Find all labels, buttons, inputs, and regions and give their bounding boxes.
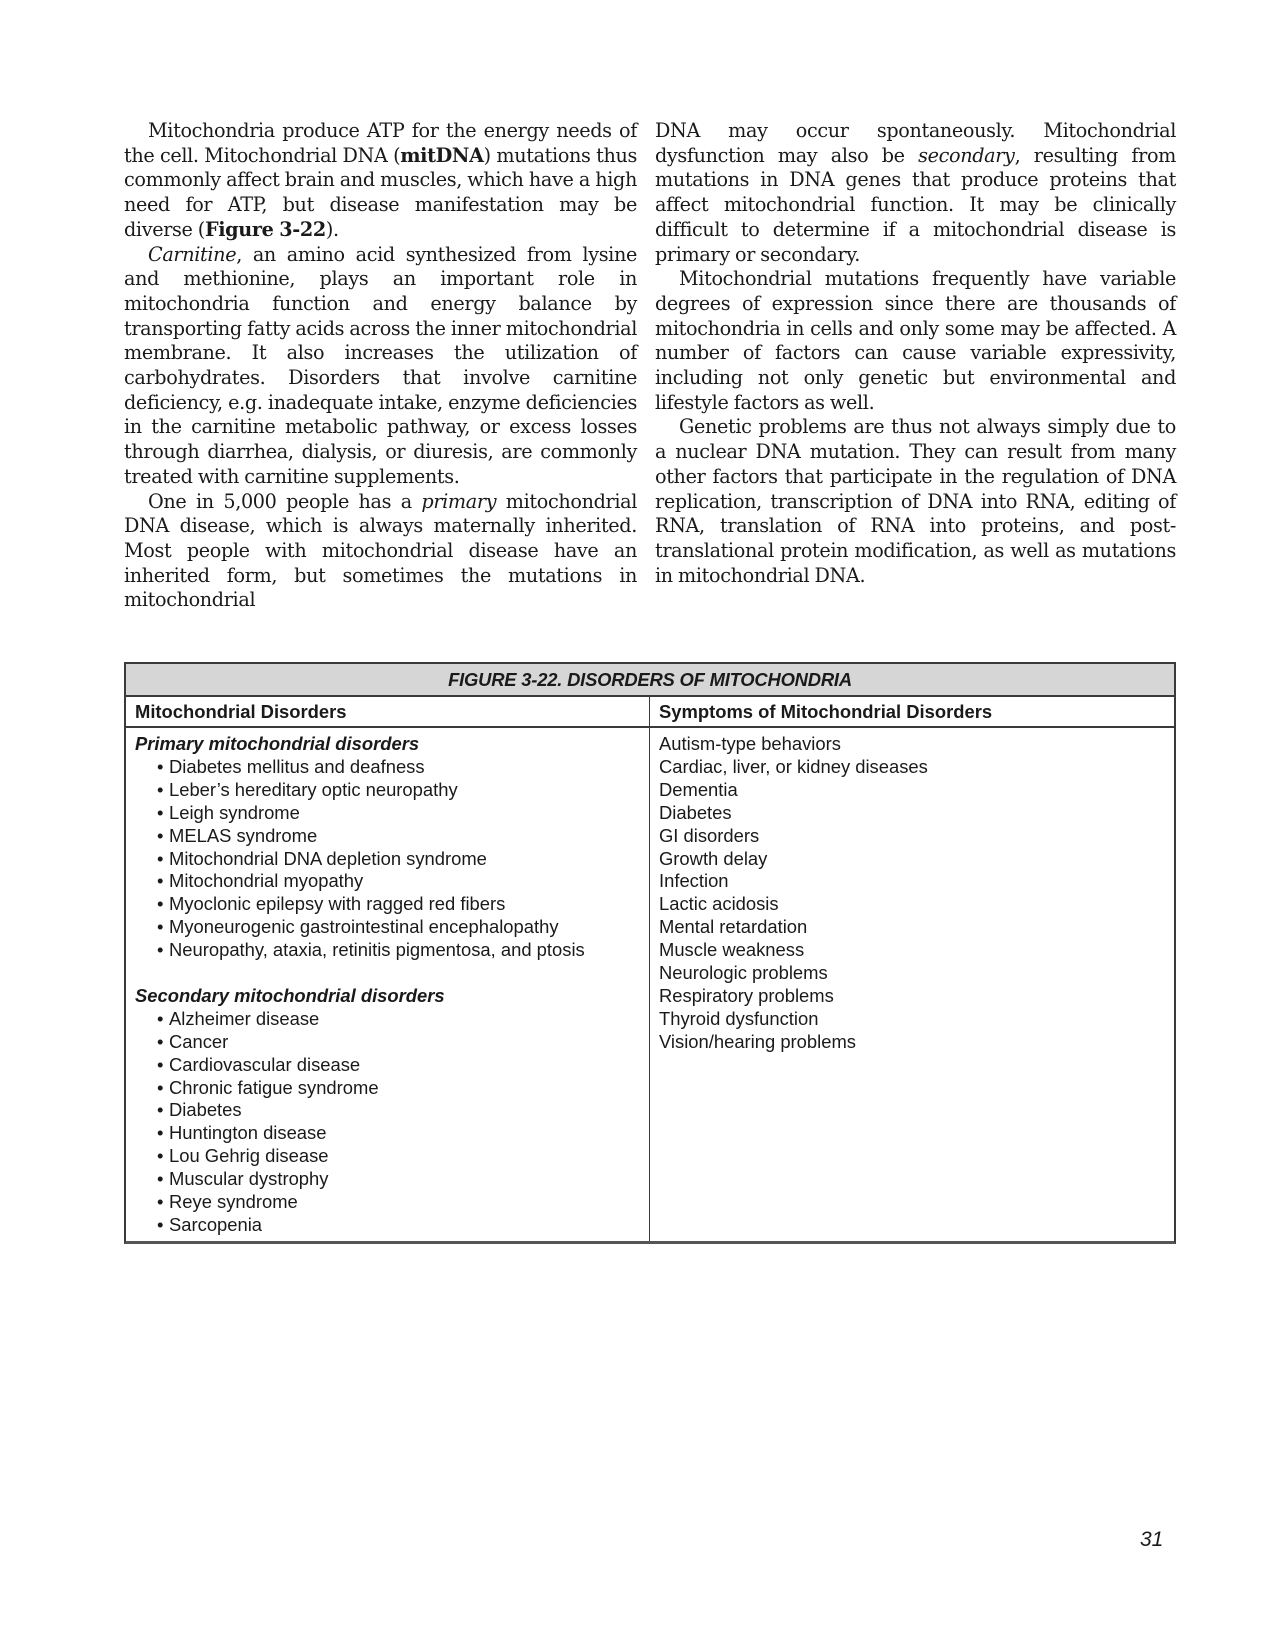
- paragraph-genetic-problems: Genetic problems are thus not always simply due to a nuclear DNA mutation. They can result from many other factors that participate in the regulation of DNA replication, transcription of DNA into RNA, editing of RNA, translation of RNA into proteins, and post-translational protein modification, as well as mutations in mitochondrial DNA.: [655, 415, 1176, 587]
- term-mitdna: mitDNA: [400, 143, 484, 167]
- paragraph-secondary-dysfunction: [655, 119, 1176, 267]
- list-item-text: MELAS syndrome: [169, 824, 318, 846]
- bullet-icon: •: [157, 755, 164, 777]
- list-item: [135, 1077, 649, 1100]
- list-item: [135, 893, 649, 916]
- paragraph-carnitine: [124, 243, 637, 490]
- disorders-column: [126, 697, 650, 1241]
- bullet-icon: •: [157, 1076, 164, 1098]
- bullet-icon: •: [157, 1191, 164, 1213]
- bullet-icon: •: [157, 1168, 164, 1190]
- symptom-item: Vision/hearing problems: [659, 1030, 856, 1052]
- list-item-text: Mitochondrial DNA depletion syndrome: [169, 847, 487, 869]
- list-item: [135, 870, 649, 893]
- text-span: ) mutations thus commonly affect brain and muscles, which have a high need for ATP, but disease manifestation may be diverse (: [124, 143, 637, 241]
- group-title-primary: Primary mitochondrial disorders: [135, 733, 420, 754]
- symptom-item: Respiratory problems: [659, 984, 834, 1006]
- text-span: One in 5,000 people has a: [148, 489, 422, 513]
- list-item: [135, 1054, 649, 1077]
- list-item: [135, 825, 649, 848]
- list-item-text: Mitochondrial myopathy: [169, 870, 364, 892]
- list-item-text: Muscular dystrophy: [169, 1168, 329, 1190]
- bullet-icon: •: [157, 1053, 164, 1075]
- symptom-item: Neurologic problems: [659, 962, 828, 984]
- symptom-item: Muscle weakness: [659, 939, 805, 961]
- list-item: [135, 939, 649, 962]
- paragraph-variable-expression: Mitochondrial mutations frequently have variable degrees of expression since there are thousands of mitochondria in cells and only some may be affected. A number of factors can cause variable expressivity, including not only genetic but environmental and lifestyle factors as well.: [655, 267, 1176, 414]
- symptom-item: Diabetes: [659, 801, 732, 823]
- bullet-icon: •: [157, 1122, 164, 1144]
- page-number: 31: [1140, 1528, 1164, 1551]
- list-item-text: Alzheimer disease: [169, 1007, 320, 1029]
- text-span: DNA may occur spontaneously. Mitochondrial dysfunction may also be: [655, 119, 1176, 167]
- symptom-item: GI disorders: [659, 824, 760, 846]
- spacer: [135, 962, 649, 985]
- bullet-icon: •: [157, 801, 164, 823]
- secondary-disorders-list: [135, 1008, 649, 1237]
- list-item: [135, 1214, 649, 1237]
- symptom-item: Lactic acidosis: [659, 893, 779, 915]
- bullet-icon: •: [157, 778, 164, 800]
- figure-table: [124, 662, 1176, 1244]
- left-text-column: [124, 119, 637, 613]
- list-item: [135, 1122, 649, 1145]
- term-carnitine: Carnitine: [148, 242, 237, 266]
- text-span: mitochondrial DNA disease, which is always maternally inherited. Most people with mitochondrial disease have an inherited form, but sometimes the mutations in mitochondrial: [124, 489, 637, 612]
- list-item-text: Cardiovascular disease: [169, 1053, 361, 1075]
- symptom-item: Autism-type behaviors: [659, 733, 841, 754]
- list-item: [135, 1191, 649, 1214]
- list-item-text: Myoneurogenic gastrointestinal encephalopathy: [169, 916, 559, 938]
- bullet-icon: •: [157, 824, 164, 846]
- list-item-text: Sarcopenia: [169, 1214, 263, 1236]
- term-secondary: secondary: [918, 143, 1015, 167]
- list-item-text: Diabetes mellitus and deafness: [169, 755, 425, 777]
- column-header-symptoms: Symptoms of Mitochondrial Disorders: [650, 697, 1174, 728]
- list-item-text: Neuropathy, ataxia, retinitis pigmentosa, and ptosis: [169, 939, 585, 961]
- list-item: [135, 1168, 649, 1191]
- list-item: [135, 1031, 649, 1054]
- list-item: [135, 848, 649, 871]
- text-span: ).: [325, 217, 339, 241]
- bullet-icon: •: [157, 1030, 164, 1052]
- symptom-item: Mental retardation: [659, 916, 808, 938]
- list-item-text: Reye syndrome: [169, 1191, 298, 1213]
- list-item-text: Lou Gehrig disease: [169, 1145, 329, 1167]
- symptoms-list: [650, 728, 1174, 1230]
- list-item-text: Leigh syndrome: [169, 801, 300, 823]
- symptom-item: Dementia: [659, 778, 738, 800]
- list-item: [135, 1145, 649, 1168]
- list-item: [135, 1008, 649, 1031]
- bullet-icon: •: [157, 1007, 164, 1029]
- right-text-column: [655, 119, 1176, 588]
- text-span: Mitochondria produce ATP for the energy needs of the cell. Mitochondrial DNA (: [124, 119, 637, 167]
- paragraph-atp: [124, 119, 637, 243]
- list-item-text: Leber’s hereditary optic neuropathy: [169, 778, 458, 800]
- bullet-icon: •: [157, 939, 164, 961]
- list-item: [135, 802, 649, 825]
- symptoms-column: [650, 697, 1174, 1241]
- column-header-disorders: Mitochondrial Disorders: [126, 697, 649, 728]
- list-item-text: Myoclonic epilepsy with ragged red fibers: [169, 893, 506, 915]
- bullet-icon: •: [157, 870, 164, 892]
- list-item-text: Diabetes: [169, 1099, 242, 1121]
- list-item: [135, 1099, 649, 1122]
- list-item: [135, 756, 649, 779]
- text-span: , resulting from mutations in DNA genes that produce proteins that affect mitochondrial function. It may be clinically difficult to determine if a mitochondrial disease is primary or secondary.: [655, 143, 1177, 266]
- symptom-item: Growth delay: [659, 847, 768, 869]
- group-title-secondary: Secondary mitochondrial disorders: [135, 984, 445, 1006]
- figure-title: FIGURE 3-22. DISORDERS OF MITOCHONDRIA: [126, 664, 1174, 697]
- bullet-icon: •: [157, 1099, 164, 1121]
- bullet-icon: •: [157, 916, 164, 938]
- list-item-text: Cancer: [169, 1030, 229, 1052]
- figure-grid: [126, 697, 1174, 1241]
- text-span: , an amino acid synthesized from lysine and methionine, plays an important role in mitochondria function and energy balance by transporting fatty acids across the inner mitochondrial membrane. It also increases the utilization of carbohydrates. Disorders that involve carnitine deficiency, e.g. inadequate intake, enzyme deficiencies in the carnitine metabolic pathway, or excess losses through diarrhea, dialysis, or diuresis, are commonly treated with carnitine supplements.: [124, 242, 637, 488]
- symptom-item: Cardiac, liver, or kidney diseases: [659, 755, 928, 777]
- list-item-text: Huntington disease: [169, 1122, 327, 1144]
- term-primary: primary: [421, 489, 497, 513]
- paragraph-primary-disease: [124, 490, 637, 614]
- bullet-icon: •: [157, 1214, 164, 1236]
- list-item: [135, 779, 649, 802]
- bullet-icon: •: [157, 893, 164, 915]
- figure-reference: Figure 3-22: [204, 217, 326, 241]
- bullet-icon: •: [157, 1145, 164, 1167]
- symptom-item: Thyroid dysfunction: [659, 1007, 819, 1029]
- list-item-text: Chronic fatigue syndrome: [169, 1076, 379, 1098]
- symptom-item: Infection: [659, 870, 729, 892]
- bullet-icon: •: [157, 847, 164, 869]
- list-item: [135, 916, 649, 939]
- primary-disorders-list: [135, 756, 649, 962]
- disorders-list: [126, 728, 649, 1241]
